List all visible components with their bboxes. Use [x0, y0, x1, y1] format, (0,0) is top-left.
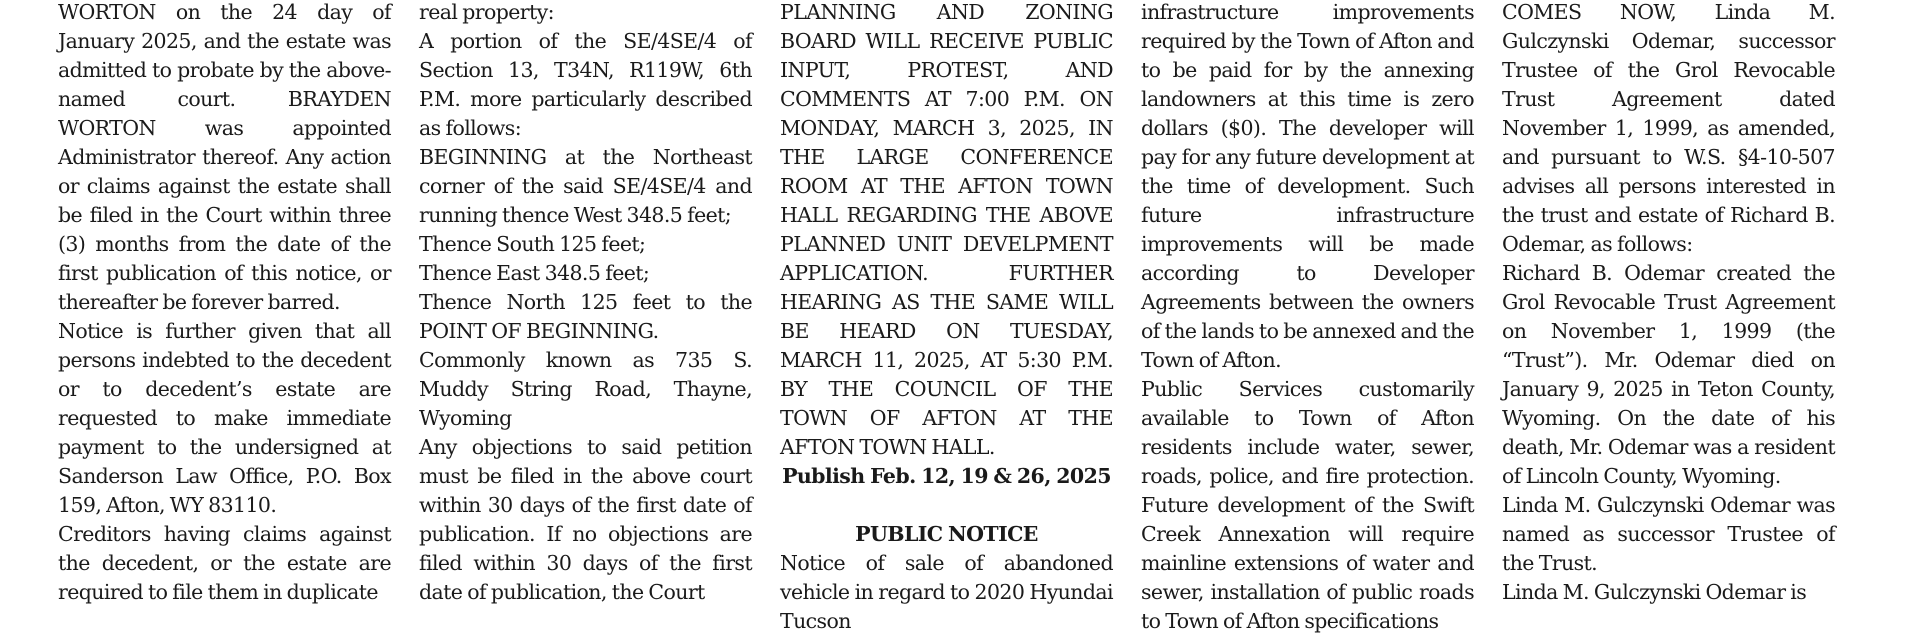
column-3	[780, 0, 1113, 636]
paragraph: real property:	[419, 0, 554, 24]
column-4	[1141, 0, 1474, 636]
column-5	[1502, 0, 1835, 607]
column-1	[58, 0, 391, 607]
paragraph: Any objections to said petition must be filed in the above court within 30 days of the first date of publication. If no objections are filed within 30 days of the first date of publication, the Court	[419, 435, 752, 604]
paragraph: Thence North 125 feet to the POINT OF BEGINNING.	[419, 290, 752, 343]
paragraph: Thence East 348.5 feet;	[419, 261, 650, 285]
paragraph: Richard B. Odemar created the Grol Revocable Trust Agreement on November 1, 1999 (the “Trust”). Mr. Odemar died on January 9, 2025 in Teton County, Wyoming. On the date of his death, Mr. Odemar was a resident of Lincoln County, Wyoming.	[1502, 261, 1835, 488]
paragraph: Creditors having claims against the decedent, or the estate are required to file them in duplicate	[58, 522, 391, 604]
paragraph: COMES NOW, Linda M. Gulczynski Odemar, successor Trustee of the Grol Revocable Trust Agreement dated November 1, 1999, as amended, and pursuant to W.S. §4-10-507 advises all persons interested in the trust and estate of Richard B. Odemar, as follows:	[1502, 0, 1835, 256]
column-2	[419, 0, 752, 607]
paragraph: Notice is further given that all persons indebted to the decedent or to decedent’s estate are requested to make immediate payment to the undersigned at Sanderson Law Office, P.O. Box 159, Afton, WY 83110.	[58, 319, 391, 517]
paragraph: A portion of the SE/4SE/4 of Section 13, T34N, R119W, 6th P.M. more particularly described as follows:	[419, 29, 752, 140]
paragraph: infrastructure improvements required by the Town of Afton and to be paid for by the annexing landowners at this time is zero dollars ($0). The developer will pay for any future development at the time of development. Such future infrastructure improvements will be made according to Developer Agreements between the owners of the lands to be annexed and the Town of Afton.	[1141, 0, 1474, 372]
paragraph: Linda M. Gulczynski Odemar is	[1502, 580, 1807, 604]
paragraph: Public Services customarily available to Town of Afton residents include water, sewer, roads, police, and fire protection. Future development of the Swift Creek Annexation will require mainline extensions of water and sewer, installation of public roads to Town of Afton specifications	[1141, 377, 1474, 633]
paragraph: Notice of sale of abandoned vehicle in regard to 2020 Hyundai Tucson	[780, 551, 1113, 633]
publish-dates: Publish Feb. 12, 19 & 26, 2025	[782, 464, 1111, 488]
paragraph: Thence South 125 feet;	[419, 232, 646, 256]
notice-heading: PUBLIC NOTICE	[855, 522, 1038, 546]
paragraph: BEGINNING at the Northeast corner of the said SE/4SE/4 and running thence West 348.5 feet;	[419, 145, 752, 227]
paragraph: Commonly known as 735 S. Muddy String Road, Thayne, Wyoming	[419, 348, 752, 430]
paragraph: PLANNING AND ZONING BOARD WILL RECEIVE PUBLIC INPUT, PROTEST, AND COMMENTS AT 7:00 P.M. ON MONDAY, MARCH 3, 2025, IN THE LARGE CONFERENCE ROOM AT THE AFTON TOWN HALL REGARDING THE ABOVE PLANNED UNIT DEVELPMENT APPLICATION. FURTHER HEARING AS THE SAME WILL BE HEARD ON TUESDAY, MARCH 11, 2025, AT 5:30 P.M. BY THE COUNCIL OF THE TOWN OF AFTON AT THE AFTON TOWN HALL.	[780, 0, 1113, 459]
paragraph: Linda M. Gulczynski Odemar was named as successor Trustee of the Trust.	[1502, 493, 1835, 575]
paragraph: WORTON on the 24 day of January 2025, and the estate was admitted to probate by the above- named court. BRAYDEN WORTON was appointed Administrator thereof. Any action or claims against the estate shall be filed in the Court within three (3) months from the date of the first publication of this notice, or thereafter be forever barred.	[58, 0, 391, 314]
